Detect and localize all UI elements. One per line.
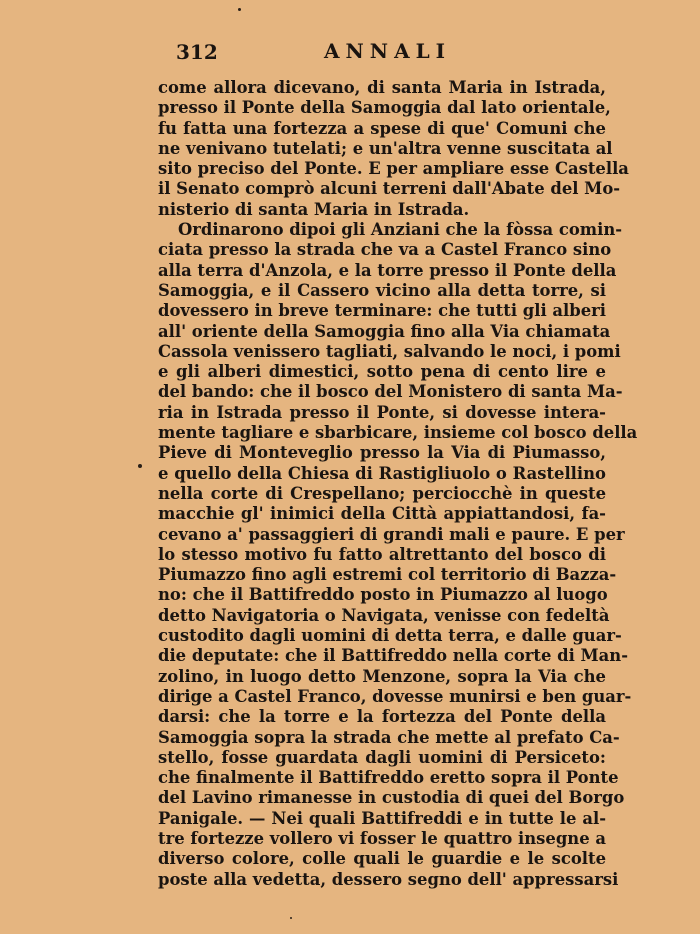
page-number: 312 [176, 40, 218, 64]
text-line: e quello della Chiesa di Rastigliuolo o Rastellino [158, 463, 606, 483]
ink-speck [138, 464, 142, 468]
text-line: Panigale. — Nei quali Battifreddi e in tutte le al- [158, 808, 606, 828]
text-line: custodito dagli uomini di detta terra, e dalle guar- [158, 626, 622, 646]
body-text [158, 78, 638, 890]
text-line: come allora dicevano, di santa Maria in Istrada, [158, 78, 606, 97]
text-line: sito preciso del Ponte. E per ampliare esse Castella [158, 159, 629, 179]
text-line: Cassola venissero tagliati, salvando le noci, i pomi [158, 341, 621, 361]
text-line: che finalmente il Battifreddo eretto sopra il Ponte [158, 768, 619, 788]
text-line: e gli alberi dimestici, sotto pena di cento lire e [158, 362, 606, 382]
text-line: poste alla vedetta, dessero segno dell' appressarsi [158, 869, 619, 889]
text-line: dovessero in breve terminare: che tutti gli alberi [158, 301, 606, 321]
text-line: macchie gl' inimici della Città appiattandosi, fa- [158, 504, 606, 524]
text-line: presso il Ponte della Samoggia dal lato orientale, [158, 98, 611, 118]
text-line: Samoggia, e il Cassero vicino alla detta torre, si [158, 280, 606, 300]
page-header [0, 36, 700, 64]
running-head: ANNALI [324, 39, 452, 63]
text-line: ciata presso la strada che va a Castel Franco sino [158, 240, 612, 260]
text-line: nisterio di santa Maria in Istrada. [158, 199, 470, 219]
text-line: mente tagliare e sbarbicare, insieme col bosco della [158, 423, 638, 443]
text-line: Ordinarono dipoi gli Anziani che la fòssa comin- [178, 220, 623, 240]
text-line: zolino, in luogo detto Menzone, sopra la Via che [158, 666, 606, 686]
text-line: dirige a Castel Franco, dovesse munirsi e ben guar- [158, 686, 632, 706]
text-line: fu fatta una fortezza a spese di que' Comuni che [158, 118, 606, 138]
text-line: cevano a' passaggieri di grandi mali e paure. E per [158, 524, 625, 544]
text-line: del Lavino rimanesse in custodia di quei del Borgo [158, 788, 625, 808]
text-line: ria in Istrada presso il Ponte, si dovesse intera- [158, 402, 606, 422]
ink-speck [290, 917, 292, 919]
text-line: detto Navigatoria o Navigata, venisse con fedeltà [158, 605, 610, 625]
text-line: il Senato comprò alcuni terreni dall'Abate del Mo- [158, 179, 621, 199]
text-line: all' oriente della Samoggia fino alla Via chiamata [158, 321, 611, 341]
text-line: alla terra d'Anzola, e la torre presso il Ponte della [158, 260, 617, 280]
text-line: Samoggia sopra la strada che mette al prefato Ca- [158, 727, 620, 747]
text-line: darsi: che la torre e la fortezza del Ponte della [158, 707, 606, 727]
text-line: stello, fosse guardata dagli uomini di Persiceto: [158, 747, 606, 767]
text-line: Pieve di Monteveglio presso la Via di Piumasso, [158, 443, 606, 463]
text-line: del bando: che il bosco del Monistero di santa Ma- [158, 382, 623, 402]
text-line: no: che il Battifreddo posto in Piumazzo al luogo [158, 585, 608, 605]
ink-speck [238, 8, 241, 11]
text-line: lo stesso motivo fu fatto altrettanto del bosco di [158, 544, 606, 564]
text-line: die deputate: che il Battifreddo nella corte di Man- [158, 646, 628, 666]
text-line: nella corte di Crespellano; perciocchè in queste [158, 483, 606, 503]
text-line: diverso colore, colle quali le guardie e le scolte [158, 849, 606, 869]
text-line: Piumazzo fino agli estremi col territorio di Bazza- [158, 565, 617, 585]
text-line: ne venivano tutelati; e un'altra venne suscitata al [158, 138, 613, 158]
text-line: tre fortezze vollero vi fosser le quattro insegne a [158, 828, 606, 848]
